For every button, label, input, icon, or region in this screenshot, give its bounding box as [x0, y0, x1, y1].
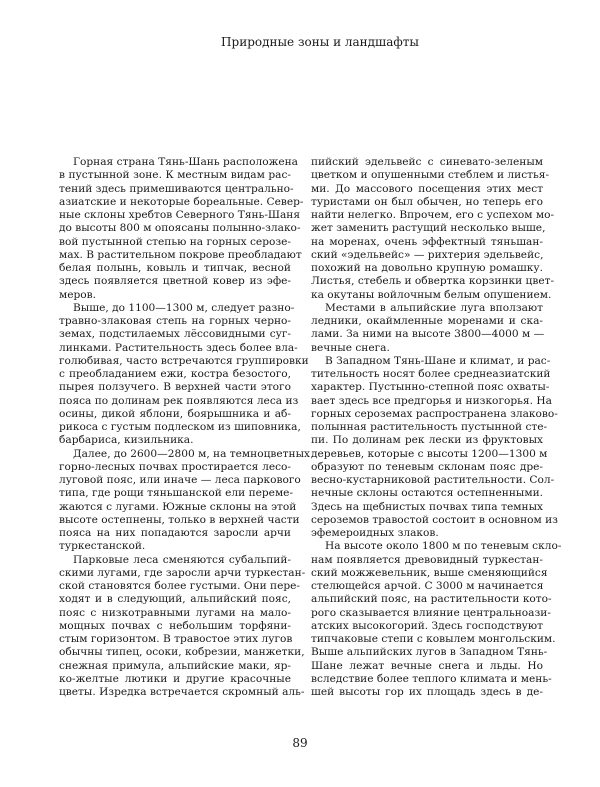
text-line: лами. За ними на высоте 3800—4000 м — — [311, 328, 545, 341]
text-line: цветы. Изредка встречается скромный аль- — [59, 686, 305, 698]
text-line: Далее, до 2600—2800 м, на темноцветных — [73, 447, 310, 460]
text-line: вследствие более теплого климата и мень- — [311, 672, 552, 685]
text-column-left — [59, 156, 310, 699]
text-line: типчаковые степи с ковылем монгольским. — [311, 633, 556, 645]
text-line: меров. — [59, 288, 97, 301]
text-line: тений здесь примешиваются центрально- — [59, 182, 294, 195]
text-line: ский «эдельвейс» — рихтерия эдельвейс, — [311, 248, 544, 261]
page-number: 89 — [292, 736, 308, 750]
text-line: белая полынь, ковыль и типчак, весной — [59, 262, 291, 274]
text-line: деревьев, которые с высоты 1200—1300 м — [311, 447, 548, 460]
text-line: Местами в альпийские луга вползают — [325, 301, 543, 314]
text-line: на моренах, очень эффектный тяньшан- — [311, 235, 543, 248]
text-line: туристами он был обычен, но теперь его — [311, 195, 543, 208]
text-line: обычны типец, осоки, кобрезии, манжетки, — [59, 646, 305, 659]
text-line: высоте остепнены, только в верхней части — [59, 513, 300, 526]
text-line: барбариса, кизильника. — [59, 434, 194, 447]
text-line: образуют по теневым склонам пояс дре- — [311, 460, 543, 473]
text-line: голюбивая, часто встречаются группировки — [59, 354, 309, 367]
text-line: жет заменить растущий несколько выше, — [311, 222, 546, 235]
text-line: пояс с низкотравными лугами на мало- — [59, 606, 291, 619]
text-line: мощных почвах с небольшим торфяни- — [59, 619, 291, 632]
text-line: полынная растительность пустынной сте- — [311, 421, 548, 433]
text-line: Выше альпийских лугов в Западном Тянь- — [311, 646, 548, 659]
text-line: Шане лежат вечные снега и льды. Но — [311, 659, 543, 672]
text-line: типа, где рощи тяньшанской ели переме- — [59, 487, 294, 500]
text-line: до высоты 800 м опоясаны полынно-злако- — [59, 222, 301, 235]
text-line: стелющейся арчой. С 3000 м начинается — [311, 580, 544, 592]
text-line: земах, подстилаемых лёссовидными суг- — [59, 328, 291, 341]
text-line: с преобладанием ежи, костра безостого, — [59, 368, 291, 380]
text-line: вает здесь все предгорья и низкогорья. На — [311, 394, 552, 407]
text-line: мах. В растительном покрове преобладают — [59, 248, 302, 261]
text-line: рикоса с густым подлеском из шиповника, — [59, 421, 301, 433]
text-line: цветком и опушенными стеблем и листья- — [311, 169, 550, 182]
text-line: туркестанской. — [59, 540, 146, 553]
text-line: ка окутаны войлочным белым опушением. — [311, 288, 552, 301]
text-line: азиатские и некоторые бореальные. Север- — [59, 195, 304, 208]
text-line: Выше, до 1100—1300 м, следует разно- — [73, 301, 295, 314]
text-line: рого сказывается влияние центральноази- — [311, 606, 551, 619]
text-line: горно-лесных почвах простирается лесо- — [59, 460, 291, 473]
text-line: вой пустынной степью на горных серозе- — [59, 235, 291, 248]
text-line: осины, дикой яблони, боярышника и аб- — [59, 407, 291, 420]
text-column-right — [311, 156, 562, 699]
text-line: ледники, окаймленные моренами и ска- — [311, 315, 543, 327]
text-line: похожий на довольно крупную ромашку. — [311, 262, 543, 274]
text-line: характер. Пустынно-степной пояс охваты- — [311, 381, 550, 394]
text-line: весно-кустарниковой растительности. Сол- — [311, 474, 555, 486]
text-line: эфемероидных злаков. — [311, 527, 439, 539]
text-line: атских высокогорий. Здесь господствуют — [311, 619, 543, 632]
text-line: ные склоны хребтов Северного Тянь-Шаня — [59, 209, 301, 221]
text-line: линками. Растительность здесь более вла- — [59, 341, 298, 354]
text-line: здесь появляется цветной ковер из эфе- — [59, 275, 291, 288]
text-line: сероземов травостой состоит в основном из — [311, 513, 558, 526]
text-line: ходят и в следующий, альпийский пояс, — [59, 593, 291, 606]
text-line: Парковые леса сменяются субальпий- — [73, 553, 291, 566]
text-line: Горная страна Тянь-Шань расположена — [73, 156, 298, 168]
text-line: В Западном Тянь-Шане и климат, и рас- — [325, 354, 551, 367]
text-line: в пустынной зоне. К местным видам рас- — [59, 169, 291, 182]
text-line: стым горизонтом. В травостое этих лугов — [59, 633, 293, 645]
running-header: Природные зоны и ландшафты — [221, 35, 419, 49]
text-line: ской становятся более густыми. Они пере- — [59, 580, 300, 592]
text-line: пи. По долинам рек лески из фруктовых — [311, 434, 543, 447]
text-line: Здесь на щебнистых почвах типа темных — [311, 500, 543, 513]
text-line: нам появляется древовидный туркестан- — [311, 553, 543, 566]
text-line: шей высоты гор их площадь здесь в де- — [311, 686, 543, 698]
text-line: нечные склоны остаются остепненными. — [311, 487, 543, 500]
text-line: горных сероземах распространена злаково- — [311, 407, 558, 420]
text-line: альпийский пояс, на растительности кото- — [311, 593, 552, 606]
text-line: найти нелегко. Впрочем, его с успехом мо- — [311, 209, 555, 221]
text-line: ко-желтые лютики и другие красочные — [59, 672, 291, 685]
text-line: снежная примула, альпийские маки, яр- — [59, 659, 291, 672]
text-line: жаются с лугами. Южные склоны на этой — [59, 500, 297, 513]
text-line: ский можжевельник, выше сменяющийся — [311, 566, 548, 579]
text-line: На высоте около 1800 м по теневым скло- — [325, 540, 562, 553]
text-line: пырея ползучего. В верхней части этого — [59, 381, 291, 394]
text-line: Листья, стебель и обвертка корзинки цвет- — [311, 275, 555, 288]
text-line: вечные снега. — [311, 341, 390, 354]
text-line: травно-злаковая степь на горных черно- — [59, 315, 291, 327]
text-line: пояса по долинам рек появляются леса из — [59, 394, 299, 407]
text-line: скими лугами, где заросли арчи туркестан- — [59, 566, 306, 579]
text-line: ми. До массового посещения этих мест — [311, 182, 543, 195]
text-line: пийский эдельвейс с синевато-зеленым — [311, 156, 543, 168]
text-line: тительность носят более среднеазиатский — [311, 368, 551, 380]
text-line: луговой пояс, или иначе — леса паркового — [59, 474, 301, 486]
text-line: пояса на них попадаются заросли арчи — [59, 527, 291, 539]
